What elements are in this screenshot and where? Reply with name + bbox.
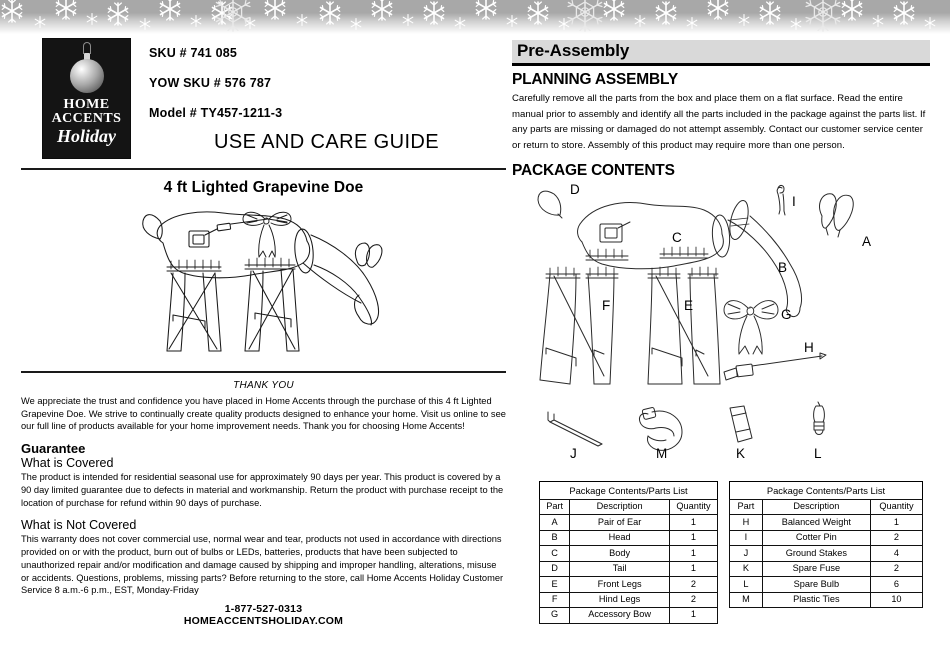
footer-contact — [21, 603, 506, 627]
thank-you-heading: THANK YOU — [233, 380, 294, 391]
parts-exploded-diagram — [512, 180, 930, 462]
parts-table-1-caption: Package Contents/Parts List — [539, 481, 718, 499]
product-name: 4 ft Lighted Grapevine Doe — [163, 179, 364, 196]
parts-table-2-wrapper — [729, 481, 923, 624]
package-contents-illustration — [532, 180, 922, 460]
sku-block — [149, 46, 282, 136]
brand-logo — [42, 38, 131, 159]
package-contents-heading: PACKAGE CONTENTS — [512, 162, 675, 180]
what-is-not-covered-heading: What is Not Covered — [21, 518, 137, 533]
sku-line-model: Model # TY457-1211-3 — [149, 106, 283, 120]
cell-quantity: 2 — [669, 577, 717, 592]
table-row — [730, 592, 923, 607]
page-title: USE AND CARE GUIDE — [213, 131, 440, 153]
cell-quantity: 6 — [870, 577, 922, 592]
cell-description: Head — [570, 530, 670, 545]
column-header-description: Description — [762, 500, 870, 515]
column-header-description: Description — [570, 500, 670, 515]
cell-description: Cotter Pin — [762, 530, 870, 545]
table-header-row — [730, 500, 923, 515]
right-column — [512, 40, 930, 462]
cell-part: A — [540, 515, 570, 530]
diagram-label-a: A — [862, 234, 872, 250]
left-column — [21, 36, 506, 627]
cell-description: Front Legs — [570, 577, 670, 592]
logo-line-accents: ACCENTS — [51, 111, 122, 126]
cell-quantity: 1 — [870, 515, 922, 530]
parts-table-1-wrapper — [539, 481, 718, 624]
diagram-label-g: G — [781, 307, 792, 323]
parts-table-2-caption: Package Contents/Parts List — [729, 481, 923, 499]
logo-line-holiday: Holiday — [57, 126, 116, 146]
what-is-covered-body: The product is intended for residential seasonal use for approximately 90 days per year. This product is covered by a 90 day limited guarantee due to defects in material and workmanship. Return the product with purchase receipt to the location of purchase for refund within 90 days of purchase. — [21, 472, 504, 508]
what-is-covered-heading: What is Covered — [21, 456, 114, 471]
cell-part: C — [540, 546, 570, 561]
cell-part: G — [540, 608, 570, 623]
table-row — [540, 592, 718, 607]
table-row — [730, 546, 923, 561]
customer-service-phone[interactable]: 1-877-527-0313 — [224, 603, 303, 616]
table-header-row — [540, 500, 718, 515]
cell-part: L — [730, 577, 763, 592]
section-header-pre-assembly: Pre-Assembly — [512, 40, 930, 66]
product-illustration — [21, 199, 506, 371]
parts-list-tables — [539, 481, 923, 624]
sku-line-sku: SKU # 741 085 — [149, 46, 238, 60]
cell-part: K — [730, 561, 763, 576]
cell-description: Tail — [570, 561, 670, 576]
table-row — [540, 546, 718, 561]
thank-you-body: We appreciate the trust and confidence you have placed in Home Accents through the purchase of this 4 ft Lighted Grapevine Doe. We strive to continually create quality products designed to enhance your home. Visit us online to see our full line of products available for your home improvement needs. Thank you for choosing Home Accents! — [21, 396, 506, 432]
diagram-label-f: F — [602, 298, 611, 314]
cell-part: H — [730, 515, 763, 530]
diagram-label-m: M — [656, 446, 668, 461]
diagram-label-b: B — [778, 260, 788, 276]
table-row — [730, 515, 923, 530]
lighted-grapevine-doe-illustration — [105, 199, 425, 369]
cell-description: Body — [570, 546, 670, 561]
cell-quantity: 2 — [870, 530, 922, 545]
table-row — [540, 530, 718, 545]
cell-quantity: 2 — [870, 561, 922, 576]
cell-part: F — [540, 592, 570, 607]
cell-part: M — [730, 592, 763, 607]
cell-description: Plastic Ties — [762, 592, 870, 607]
cell-description: Hind Legs — [570, 592, 670, 607]
table-row — [730, 530, 923, 545]
table-row — [540, 561, 718, 576]
table-row — [540, 577, 718, 592]
parts-table-2 — [729, 481, 923, 608]
cell-quantity: 2 — [669, 592, 717, 607]
cell-description: Spare Fuse — [762, 561, 870, 576]
diagram-label-i: I — [792, 194, 796, 210]
cell-part: B — [540, 530, 570, 545]
table-row — [730, 577, 923, 592]
cell-part: I — [730, 530, 763, 545]
diagram-label-d: D — [570, 182, 580, 198]
column-header-part: Part — [730, 500, 763, 515]
cell-quantity: 4 — [870, 546, 922, 561]
cell-quantity: 1 — [669, 546, 717, 561]
planning-assembly-body: Carefully remove all the parts from the box and place them on a flat surface. Read the entire manual prior to assembly and identify all the parts included in the package against the parts list. If any parts are missing or damaged do not attempt assembly. Contact our customer service center or return to store. Assembly of this product may require more than one person. — [512, 93, 926, 151]
sku-line-yow-sku: YOW SKU # 576 787 — [149, 76, 272, 90]
cell-quantity: 10 — [870, 592, 922, 607]
table-row — [540, 515, 718, 530]
diagram-label-k: K — [736, 446, 746, 461]
parts-table-1 — [539, 481, 718, 624]
column-header-quantity: Quantity — [870, 500, 922, 515]
table-row — [540, 608, 718, 623]
cell-quantity: 1 — [669, 561, 717, 576]
planning-assembly-heading: PLANNING ASSEMBLY — [512, 71, 678, 88]
diagram-label-h: H — [804, 340, 814, 356]
diagram-label-e: E — [684, 298, 694, 314]
header-row — [21, 36, 506, 168]
cell-quantity: 1 — [669, 515, 717, 530]
cell-quantity: 1 — [669, 530, 717, 545]
website-url[interactable]: HOMEACCENTSHOLIDAY.COM — [183, 615, 344, 628]
diagram-label-l: L — [814, 446, 822, 461]
cell-part: D — [540, 561, 570, 576]
logo-line-home: HOME — [63, 97, 110, 112]
diagram-label-c: C — [672, 230, 682, 246]
cell-description: Balanced Weight — [762, 515, 870, 530]
what-is-not-covered-body: This warranty does not cover commercial use, normal wear and tear, products not used in accordance with directions provided on or with the product, burn out of bulbs or LEDs, batteries, products that have been subjected to unauthorized repair and/or modification and damage caused by shipping and improper handling, alterations, misuse or accidents. Questions, problems, missing parts? Before returning to the store, call Home Accents Holiday Customer Service 8 a.m.-6 p.m., EST, Monday-Friday — [21, 534, 504, 596]
cell-description: Pair of Ear — [570, 515, 670, 530]
christmas-ornament-icon — [70, 59, 104, 93]
cell-part: E — [540, 577, 570, 592]
cell-description: Spare Bulb — [762, 577, 870, 592]
column-header-part: Part — [540, 500, 570, 515]
cell-quantity: 1 — [669, 608, 717, 623]
cell-description: Ground Stakes — [762, 546, 870, 561]
cell-part: J — [730, 546, 763, 561]
column-header-quantity: Quantity — [669, 500, 717, 515]
cell-description: Accessory Bow — [570, 608, 670, 623]
table-row — [730, 561, 923, 576]
guarantee-title: Guarantee — [21, 441, 86, 457]
diagram-label-j: J — [570, 446, 577, 461]
